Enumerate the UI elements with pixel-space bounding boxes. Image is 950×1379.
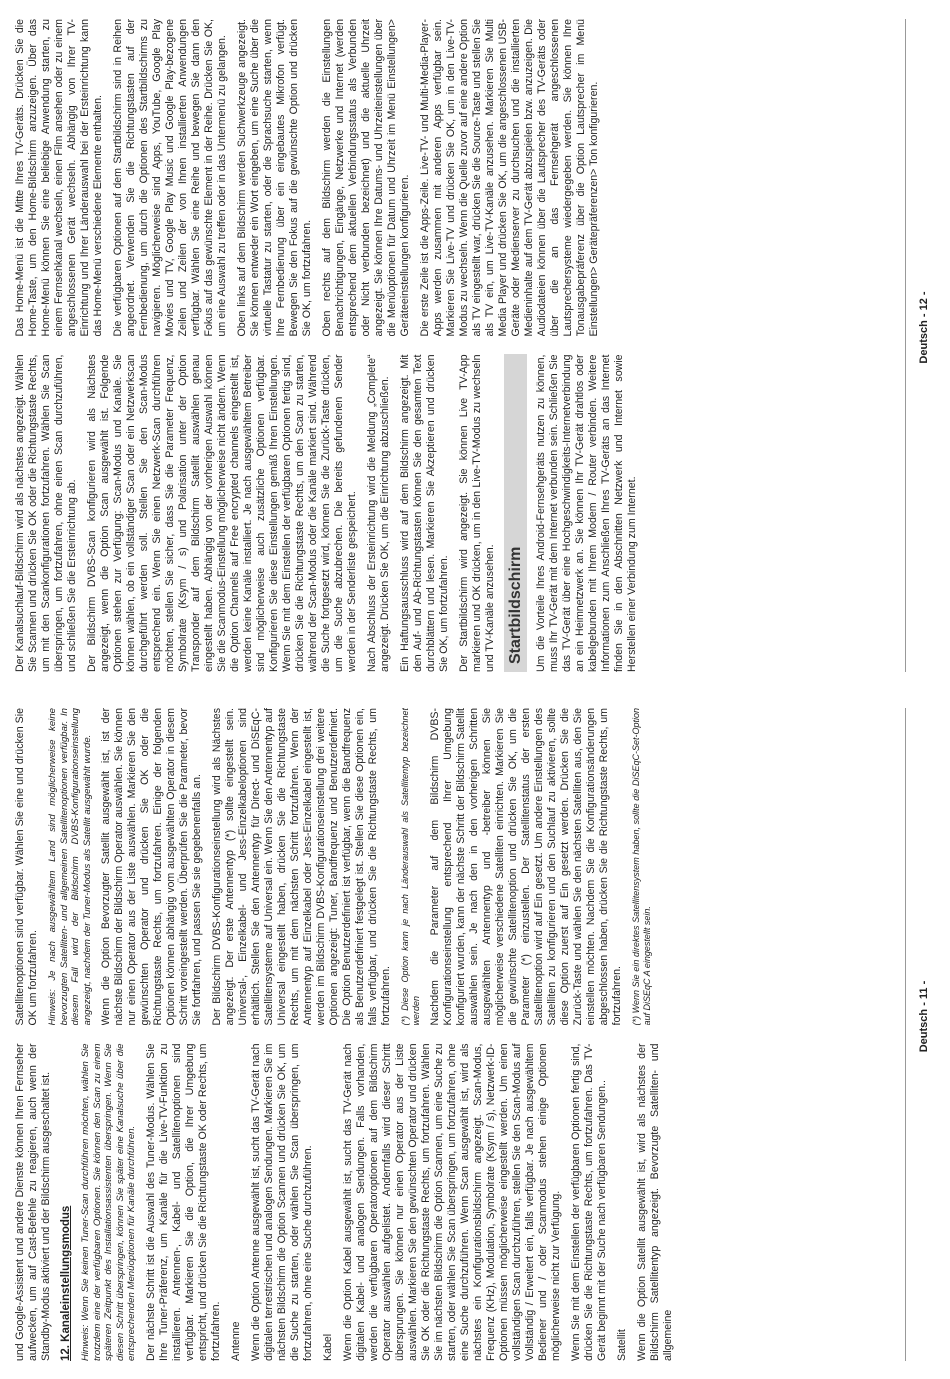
page-11 — [0, 690, 950, 1379]
paragraph: Der Bildschirm DVBS-Scan konfigurieren wird als Nächstes angezeigt, wenn die Option Scan ausgewählt ist. Folgende Optionen stehen zur Verfügung: Scan-Modus und Kanäle. Sie können wählen, ob ein vollständiger Scan oder ein Netzwerkscan durchgeführt werden soll. Stellen Sie den Scan-Modus entsprechend ein. Wenn Sie einen Netzwerk-Scan durchführen möchten, stellen Sie sicher, dass Sie die Parameter Frequenz, Symbolrate (Ksym / s) und Polarisation unter der Option Transponder auf dem Bildschirm Satellit auswählen genau eingestellt haben. Abhängig von der vorherigen Auswahl können Sie die Scanmodus-Einstellung möglicherweise nicht ändern. Wenn die Option Channels auf Free encrypted channels eingestellt ist, werden keine Kanäle installiert. Je nach ausgewähltem Betreiber sind möglicherweise auch zusätzliche Optionen verfügbar. Konfigurieren Sie diese Einstellungen gemäß Ihren Einstellungen. Wenn Sie mit dem Einstellen der verfügbaren Optionen fertig sind, drücken Sie die Richtungstaste Rechts, um den Scan zu starten, während der Scan-Modus oder die Kanäle markiert sind. Während die Suche fortgesetzt wird, können Sie die Zurück-Taste drücken, um die Suche abzubrechen. Die bereits gefundenen Sender werden in der Senderliste gespeichert. — [86, 354, 358, 672]
page-number: Deutsch - 12 - — [918, 291, 930, 364]
page-11-column-2 — [14, 708, 894, 1026]
paragraph: Der Bildschirm DVBS-Konfigurationseinstellung wird als Nächstes angezeigt. Der erste Antennentyp (*) sollte eingestellt sein. Universal-, Einzelkabel- und Jess-Einzelkabeloptionen sind erhältlich. Stellen Sie den Antennentyp für Direct- und DiSEqC-Satellitensysteme auf Universal ein. Wenn Sie den Antennentyp auf Universal eingestellt haben, drücken Sie die Richtungstaste Rechts, um mit dem nächsten Schritt fortzufahren. Wenn der Antennentyp auf Einzelkabel oder Jess-Einzelkabel eingestellt ist, werden im Bildschirm DVBS-Konfigurationseinstellung drei weitere Optionen angezeigt: Tuner, Bandfrequenz und Benutzerdefiniert. Die Option Benutzerdefiniert ist verfügbar, wenn die Bandfrequenz als Benutzerdefiniert festgelegt ist. Stellen Sie diese Optionen ein, falls verfügbar, und drücken Sie die Richtungstaste Rechts, um fortzufahren. — [211, 708, 393, 1026]
footnote: (*) Diese Option kann je nach Länderauswahl als Satellitentyp bezeichnet werden — [400, 708, 422, 1026]
page-12-column-1 — [14, 355, 894, 673]
paragraph: Die verfügbaren Optionen auf dem Startbildschirm sind in Reihen angeordnet. Verwenden Sie die Richtungstasten auf der Fernbedienung, um durch die Optionen des Startbildschirms zu navigieren. Möglicherweise sind Apps, YouTube, Google Play Movies und TV, Google Play Music und Google Play-bezogene Zeilen und Zeilen der von Ihnen installierten Anwendungen verfügbar. Wählen Sie eine Reihe und bewegen Sie dann den Fokus auf das gewünschte Element in der Reihe. Drücken Sie OK, um eine Auswahl zu treffen oder in das Untermenü zu gelangen. — [112, 19, 228, 337]
paragraph: Wenn Sie mit dem Einstellen der verfügbaren Optionen fertig sind, drücken Sie die Richtungstaste Rechts, um fortzufahren. Das TV-Gerät beginnt mit der Suche nach verfügbaren Sendungen.. — [569, 1043, 608, 1361]
section-heading: 12. Kanaleinstellungsmodus — [60, 1205, 72, 1361]
footer-rule — [905, 19, 906, 672]
paragraph: Der Kanalsuchlauf-Bildschirm wird als nächstes angezeigt. Wählen Sie Scannen und drücken Sie OK oder die Richtungstaste Rechts, um mit den Scankonfigurationen fortzufahren. Wählen Sie Scan überspringen, um fortzufahren, ohne einen Scan durchzuführen, und schließen Sie die Ersteinrichtung ab. — [14, 354, 78, 672]
paragraph: Um die Vorteile Ihres Android-Fernsehgeräts nutzen zu können, muss Ihr TV-Gerät mit dem Internet verbunden sein. Schließen Sie das TV-Gerät über eine Hochgeschwindigkeits-Internetverbindung an ein Heimnetzwerk an. Sie können Ihr TV-Gerät drahtlos oder kabelgebunden mit Ihrem Modem / Router verbinden. Weitere Informationen zum Anschließen Ihres TV-Geräts an das Internet finden Sie in den Abschnitten Netzwerk und Internet sowie Herstellen einer Verbindung zum Internet. — [535, 354, 638, 672]
paragraph: Satellitenoptionen sind verfügbar. Wählen Sie eine und drücken Sie OK um fortzufahren. — [14, 708, 39, 1026]
page-12 — [0, 1, 950, 690]
paragraph: Die erste Zeile ist die Apps-Zeile. Live-TV- und Multi-Media-Player-Apps werden zusammen mit anderen Apps verfügbar sein. Markieren Sie Live-TV und drücken Sie OK, um in den Live-TV-Modus zu wechseln. Wenn die Quelle zuvor auf eine andere Option als TV eingestellt war, drücken Sie die Source-Taste und stellen Sie als TV ein, um Live-TV-Kanäle anzusehen. Markieren Sie Multi Media Player und drücken Sie OK, um die angeschlossenen USB-Geräte oder Medienserver zu durchsuchen und die installierten Medieninhalte auf dem TV-Gerät abzuspielen bzw. anzuzeigen. Die Audiodateien können über die Lautsprecher des TV-Geräts oder über die an das Fernsehgerät angeschlossenen Lautsprechersysteme wiedergegeben werden. Sie können Ihre Tonausgabepräferenz über die Option Lautsprecher im Menü Einstellungen> Gerätepräferenzen> Ton konfigurieren. — [419, 19, 600, 337]
paragraph: Oben links auf dem Bildschirm werden Suchwerkzeuge angezeigt. Sie können entweder ein Wort eingeben, um eine Suche über die virtuelle Tastatur zu starten, oder die Sprachsuche starten, wenn Ihre Fernbedienung über ein eingebautes Mikrofon verfügt. Bewegen Sie den Fokus auf die gewünschte Option und drücken Sie OK, um fortzufahren. — [236, 19, 313, 337]
footer-rule — [905, 708, 906, 1361]
paragraph: Wenn die Option Kabel ausgewählt ist, sucht das TV-Gerät nach digitalen Kabel- und analogen Sendungen. Falls vorhanden, werden die verfügbaren Operatoroptionen auf dem Bildschirm Operator auswählen aufgelistet. Andernfalls wird dieser Schritt übersprungen. Sie können nur einen Operator aus der Liste auswählen. Markieren Sie den gewünschten Operator und drücken Sie OK oder die Richtungstaste Rechts, um fortzufahren. Wählen Sie im nächsten Bildschirm die Option Scannen, um eine Suche zu starten, oder wählen Sie Scan überspringen, um fortzufahren, ohne eine Suche durchzuführen. Wenn Scan ausgewählt ist, wird als nächstes ein Konfigurationsbildschirm angezeigt. Scan-Modus, Frequenz (KHz), Modulation, Symbolrate (Ksym / s), Netzwerk-ID-Optionen müssen möglicherweise eingestellt werden. Um einen vollständigen Scan durchzuführen, stellen Sie den Scan-Modus auf Vollständig / Erweitert ein, falls verfügbar. Je nach ausgewähltem Bediener und / oder Scanmodus stehen einige Optionen möglicherweise nicht zur Verfügung. — [341, 1043, 562, 1361]
footnote: (*) Wenn Sie ein direktes Satellitensystem haben, sollte die DiSEqC-Set-Option auf DiSEqC A eingestellt sein. — [631, 708, 653, 1026]
paragraph: Ein Haftungsausschluss wird auf dem Bildschirm angezeigt. Mit den Auf- und Ab-Richtungstasten können Sie den gesamten Text durchblättern und lesen. Markieren Sie Akzeptieren und drücken Sie OK, um fortzufahren. — [399, 354, 450, 672]
paragraph: Der nächste Schritt ist die Auswahl des Tuner-Modus. Wählen Sie Ihre Tuner-Präferenz, um Kanäle für die Live-TV-Funktion zu installieren. Antennen-, Kabel- und Satellitenoptionen sind verfügbar. Markieren Sie die Option, die Ihrer Umgebung entspricht, und drücken Sie die Richtungstaste OK oder Rechts, um fortzufahren. — [144, 1043, 222, 1361]
hint-paragraph: Hinweis: Je nach ausgewähltem Land sind möglicherweise keine bevorzugten Satelliten- und allgemeinen Satellitenoptionen verfügbar. In diesem Fall wird der Bildschirm DVBS-Konfigurationseinstellung angezeigt, nachdem der Tuner-Modus als Satellit ausgewählt wurde. — [47, 708, 93, 1026]
subheading-kabel: Kabel — [321, 1333, 334, 1361]
hint-paragraph: Hinweis: Wenn Sie keinen Tuner-Scan durchführen möchten, wählen Sie trotzdem eine der verfügbaren Optionen. Sie können den Scan zu einem späteren Zeitpunkt des Installationsassistenten überspringen. Wenn Sie diesen Schritt überspringen, können Sie später eine Kanalsuche über die entsprechenden Menüoptionen für Kanäle durchführen. — [80, 1043, 138, 1361]
page-11-column-1 — [14, 1044, 894, 1362]
paragraph: Nachdem die Parameter auf dem Bildschirm DVBS-Konfigurationseinstellung entsprechend Ihrer Umgebung konfiguriert wurden, kann der nächste Schritt der Bildschirm Satellit auswählen sein. Je nach den in den vorherigen Schritten ausgewählten Antennentyp und -betreiber können Sie möglicherweise verschiedene Satelliten einrichten. Markieren Sie die gewünschte Satellitenoption und drücken Sie OK, um die Parameter (*) einzustellen. Der Satellitenstatus der ersten Satellitenoption wird auf Ein gesetzt. Um andere Einstellungen des Satelliten zu konfigurieren und den Suchlauf zu aktivieren, sollte diese Option zuerst auf Ein gesetzt werden. Drücken Sie die Zurück-Taste und wählen Sie den nächsten Satelliten aus, den Sie einstellen möchten. Nachdem Sie die Konfigurationsänderungen abgeschlossen haben, drücken Sie die Richtungstaste Rechts, um fortzufahren. — [429, 708, 624, 1026]
paragraph: Oben rechts auf dem Bildschirm werden die Einstellungen Benachrichtigungen, Eingänge, Netzwerke und Internet (werden entsprechend dem aktuellen Verbindungsstatus als Verbunden oder Nicht verbunden bezeichnet) und die aktuelle Uhrzeit angezeigt. Sie können Ihre Datums- und Uhrzeiteinstellungen über die Menüoptionen für Datum und Uhrzeit im Menü Einstellungen> Geräteeinstellungen konfigurieren. — [321, 19, 411, 337]
paragraph: Nach Abschluss der Ersteinrichtung wird die Meldung „Complete“ angezeigt. Drücken Sie OK, um die Einrichtung abzuschließen. — [366, 354, 391, 672]
paragraph: Das Home-Menü ist die Mitte Ihres TV-Geräts. Drücken Sie die Home-Taste, um den Home-Bildschirm anzuzeigen. Über das Home-Menü können Sie eine beliebige Anwendung starten, zu einem Fernsehkanal wechseln, einen Film ansehen oder zu einem angeschlossenen Gerät wechseln. Abhängig von Ihrer TV-Einrichtung und Ihrer Länderauswahl bei der Ersteinrichtung kann das Home-Menü verschiedene Elemente enthalten. — [14, 19, 104, 337]
paragraph: Wenn die Option Antenne ausgewählt ist, sucht das TV-Gerät nach digitalen terrestrischen und analogen Sendungen. Markieren Sie im nächsten Bildschirm die Option Scannen und drücken Sie OK, um die Suche zu starten, oder wählen Sie Scan überspringen, um fortzufahren, ohne eine Suche durchzuführen. — [249, 1043, 314, 1361]
page-12-column-2 — [14, 19, 894, 337]
paragraph: Wenn die Option Satellit ausgewählt ist, wird als nächstes der Bildschirm Satellitentyp angezeigt. Bevorzugte Satelliten- und allgemeine — [635, 1043, 674, 1361]
paragraph: Der Startbildschirm wird angezeigt. Sie können Live TV-App markieren und OK drücken, um in den Live-TV-Modus zu wechseln und TV-Kanäle anzusehen. — [458, 354, 496, 672]
subheading-satellit: Satellit — [615, 1329, 628, 1361]
subheading-antenne: Antenne — [229, 1321, 242, 1361]
page-number: Deutsch - 11 - — [918, 980, 930, 1053]
paragraph: und Google-Assistent und andere Dienste können Ihren Fernseher aufwecken, um auf Cast-Befehle zu reagieren, auch wenn der Standby-Modus aktiviert und der Bildschirm ausgeschaltet ist. — [14, 1043, 52, 1361]
section-title-startbildschirm: Startbildschirm — [504, 355, 527, 673]
paragraph: Wenn die Option Bevorzugter Satellit ausgewählt ist, ist der nächste Bildschirm der Bildschirm Operator auswählen. Sie können nur einen Operator aus der Liste auswählen. Markieren Sie den gewünschten Operator und drücken Sie OK oder die Richtungstaste Rechts, um fortzufahren. Einige der folgenden Optionen können abhängig vom ausgewählten Operator in diesem Schritt voreingestellt werden. Überprüfen Sie die Parameter, bevor Sie fortfahren, und passen Sie sie gegebenenfalls an. — [100, 708, 204, 1026]
